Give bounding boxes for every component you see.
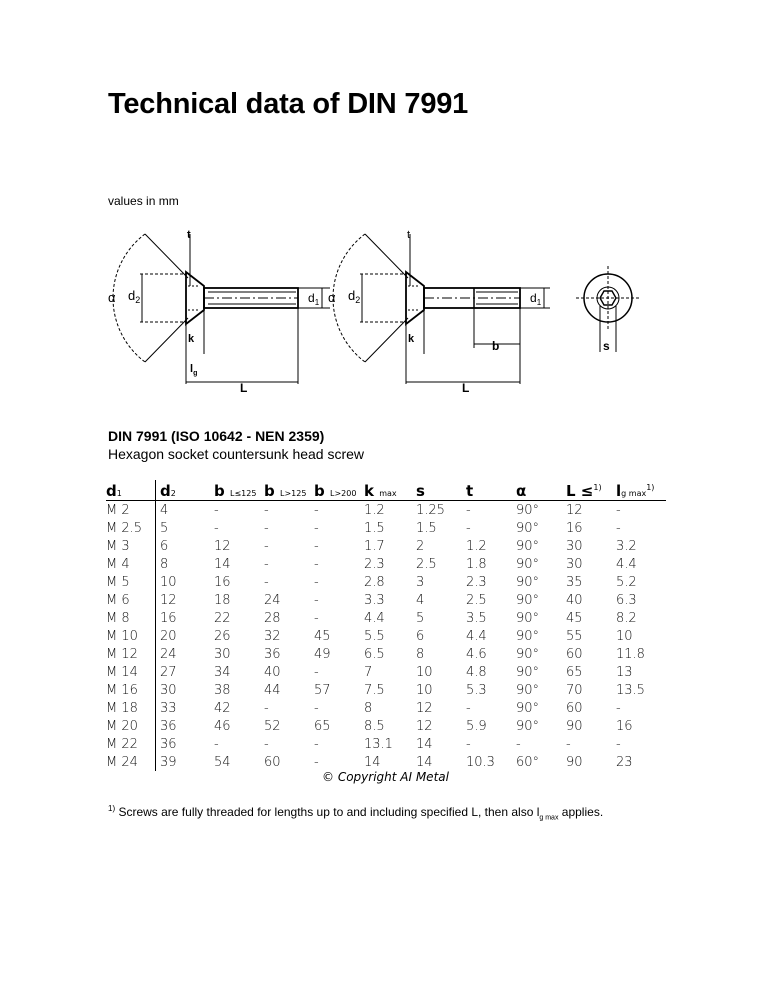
dimensions-table [106,480,666,771]
table-cell: - [264,556,269,572]
table-cell: 10 [616,628,633,644]
table-cell: - [466,736,471,752]
table-cell: 14 [416,736,433,752]
d2-label-middle: $d_2$ [348,288,361,305]
screw-drawing-middle [333,234,550,384]
table-row [106,717,666,735]
table-cell: 90° [516,538,540,554]
table-cell: 2.5 [466,592,487,608]
table-cell: 65 [314,718,331,734]
table-cell: - [466,502,471,518]
table-cell: 49 [314,646,331,662]
footnote-text-end: applies. [558,805,604,819]
b-label-middle: b [492,339,500,353]
table-cell: 32 [264,628,281,644]
table-cell: 27 [160,664,177,680]
table-cell: 65 [566,664,583,680]
table-cell: 90° [516,628,540,644]
table-cell: M 12 [106,645,156,663]
table-cell: 45 [314,628,331,644]
table-row [106,555,666,573]
table-cell: M 3 [106,537,156,555]
table-cell: 4 [160,502,169,518]
table-cell: 30 [214,646,231,662]
table-cell: M 5 [106,573,156,591]
table-cell: 6 [160,538,169,554]
table-cell: - [566,736,571,752]
table-row [106,681,666,699]
table-cell: 90° [516,592,540,608]
table-cell: 90° [516,574,540,590]
table-cell: 4.4 [466,628,487,644]
d1-label-left: $d_1$ [308,291,320,307]
table-cell: 5.3 [466,682,487,698]
table-row [106,753,666,771]
table-cell: 23 [616,754,633,770]
t-label-middle: t [407,229,411,241]
alpha-label-middle: α [328,290,336,305]
page-title: Technical data of DIN 7991 [108,88,469,120]
table-cell: 2.8 [364,574,385,590]
table-cell: 18 [214,592,231,608]
footnote-text: Screws are fully threaded for lengths up to and including specified L, then also l [115,805,540,819]
table-row [106,573,666,591]
table-cell: 6 [416,628,425,644]
units-note: values in mm [108,194,179,208]
table-cell: 16 [616,718,633,734]
d1-label-middle: $d_1$ [530,291,542,307]
table-cell: 8 [416,646,425,662]
table-cell: - [314,592,319,608]
table-cell: 60° [516,754,540,770]
table-cell: - [314,700,319,716]
table-cell: 44 [264,682,281,698]
table-cell: 4 [416,592,425,608]
table-cell: 2.5 [416,556,437,572]
table-cell: 8.2 [616,610,637,626]
table-cell: 12 [160,592,177,608]
table-cell: 1.8 [466,556,487,572]
table-cell: 3.5 [466,610,487,626]
table-cell: 35 [566,574,583,590]
table-cell: 10 [160,574,177,590]
table-cell: 60 [264,754,281,770]
table-cell: 14 [364,754,381,770]
table-cell: 2 [416,538,425,554]
table-cell: 3.3 [364,592,385,608]
table-cell: 28 [264,610,281,626]
header-alpha: α [516,480,566,501]
table-cell: - [314,502,319,518]
table-cell: - [314,610,319,626]
table-cell: 16 [566,520,583,536]
header-b-gt200: b L>200 [314,480,364,501]
table-cell: 39 [160,754,177,770]
t-label-left: t [187,229,191,241]
table-cell: 5 [416,610,425,626]
table-cell: 30 [566,538,583,554]
table-cell: 10 [416,682,433,698]
table-cell: 40 [566,592,583,608]
table-row [106,735,666,753]
table-cell: 26 [214,628,231,644]
table-cell: 14 [214,556,231,572]
table-cell: 11.8 [616,646,645,662]
table-cell: 90° [516,520,540,536]
table-cell: 13.5 [616,682,645,698]
table-cell: - [466,520,471,536]
table-cell: 5.9 [466,718,487,734]
table-cell: - [314,664,319,680]
screw-drawing-left [113,234,330,384]
copyright-note: © Copyright AI Metal [322,770,449,784]
table-cell: 4.8 [466,664,487,680]
table-cell: 90 [566,754,583,770]
table-cell: 70 [566,682,583,698]
table-cell: 36 [160,718,177,734]
table-cell: - [616,520,621,536]
table-cell: 90° [516,700,540,716]
table-cell: 3.2 [616,538,637,554]
table-cell: 5.2 [616,574,637,590]
table-cell: 12 [416,700,433,716]
table-cell: 90° [516,664,540,680]
k-label-middle: k [408,333,415,345]
table-cell: - [314,556,319,572]
table-cell: 90° [516,502,540,518]
d2-label-left: $d_2$ [128,288,141,305]
table-cell: - [616,700,621,716]
table-cell: M 10 [106,627,156,645]
table-cell: 14 [416,754,433,770]
table-cell: 57 [314,682,331,698]
table-cell: - [264,502,269,518]
table-cell: M 8 [106,609,156,627]
table-cell: 40 [264,664,281,680]
table-row [106,663,666,681]
table-cell: 13 [616,664,633,680]
table-cell: - [314,736,319,752]
table-cell: 33 [160,700,177,716]
table-cell: 45 [566,610,583,626]
table-cell: 16 [160,610,177,626]
table-cell: 4.6 [466,646,487,662]
table-cell: 8 [160,556,169,572]
table-cell: M 18 [106,699,156,717]
table-cell: - [264,700,269,716]
standard-title: DIN 7991 (ISO 10642 - NEN 2359) [108,428,325,444]
table-cell: - [466,700,471,716]
table-cell: 90° [516,718,540,734]
table-cell: 10 [416,664,433,680]
alpha-label-left: α [108,290,116,305]
table-cell: M 2 [106,501,156,520]
table-body [106,501,666,772]
footnote-subscript: g max [539,814,559,822]
table-cell: 20 [160,628,177,644]
table-cell: - [314,520,319,536]
table-cell: 90° [516,646,540,662]
table-cell: 10.3 [466,754,495,770]
L-label-middle: L [462,381,470,395]
table-cell: - [616,502,621,518]
table-cell: - [516,736,521,752]
table-cell: - [264,736,269,752]
table-row [106,519,666,537]
table-cell: 90° [516,682,540,698]
table-cell: 1.7 [364,538,385,554]
table-cell: - [314,754,319,770]
table-cell: 7 [364,664,373,680]
table-cell: 38 [214,682,231,698]
table-cell: 12 [566,502,583,518]
header-s: s [416,480,466,501]
table-cell: - [264,574,269,590]
table-cell: 8.5 [364,718,385,734]
k-label-left: k [188,333,195,345]
table-row [106,501,666,520]
table-row [106,645,666,663]
table-cell: 12 [214,538,231,554]
table-cell: 8 [364,700,373,716]
table-cell: - [214,736,219,752]
table-cell: 13.1 [364,736,393,752]
table-cell: 2.3 [364,556,385,572]
table-cell: 6.3 [616,592,637,608]
footnote-marker: 1) [108,804,116,813]
L-label-left: L [240,381,248,395]
table-cell: 30 [160,682,177,698]
table-cell: M 6 [106,591,156,609]
table-cell: 2.3 [466,574,487,590]
table-cell: - [264,538,269,554]
table-cell: 24 [264,592,281,608]
table-cell: 36 [264,646,281,662]
table-cell: 60 [566,646,583,662]
table-cell: 1.25 [416,502,445,518]
table-cell: 52 [264,718,281,734]
lg-label-left: $l_g$ [190,363,198,377]
table-cell: 1.5 [416,520,437,536]
table-cell: - [616,736,621,752]
table-cell: 22 [214,610,231,626]
table-cell: 5 [160,520,169,536]
table-cell: 6.5 [364,646,385,662]
header-d1: d1 [106,480,156,501]
table-row [106,609,666,627]
table-cell: 30 [566,556,583,572]
table-cell: M 14 [106,663,156,681]
table-cell: 1.2 [364,502,385,518]
table-cell: 12 [416,718,433,734]
standard-description: Hexagon socket countersunk head screw [108,446,365,462]
table-cell: M 22 [106,735,156,753]
header-t: t [466,480,516,501]
table-cell: M 24 [106,753,156,771]
table-cell: M 4 [106,555,156,573]
table-cell: 54 [214,754,231,770]
table-cell: 60 [566,700,583,716]
header-lg-max: lg max$^{1)}$ [616,480,666,501]
table-cell: 1.2 [466,538,487,554]
table-cell: 42 [214,700,231,716]
footnote [108,804,603,821]
table-cell: M 20 [106,717,156,735]
table-cell: - [214,520,219,536]
header-k-max: k max [364,480,416,501]
table-cell: 36 [160,736,177,752]
table-cell: 7.5 [364,682,385,698]
table-cell: 16 [214,574,231,590]
table-cell: M 2.5 [106,519,156,537]
table-cell: 46 [214,718,231,734]
table-row [106,537,666,555]
table-cell: - [314,574,319,590]
s-label: s [603,339,610,353]
table-row [106,627,666,645]
table-cell: 24 [160,646,177,662]
table-cell: - [314,538,319,554]
table-cell: 90° [516,610,540,626]
table-cell: 5.5 [364,628,385,644]
header-L: L ≤$^{1)}$ [566,480,616,501]
screw-technical-drawing [100,226,660,396]
table-cell: 4.4 [616,556,637,572]
table-cell: 1.5 [364,520,385,536]
table-cell: 55 [566,628,583,644]
table-row [106,591,666,609]
table-cell: 90° [516,556,540,572]
header-d2: d2 [156,480,215,501]
header-b-gt125: b L>125 [264,480,314,501]
table-cell: - [214,502,219,518]
table-cell: - [264,520,269,536]
table-row [106,699,666,717]
header-b-125: b L≤125 [214,480,264,501]
table-cell: 90 [566,718,583,734]
table-cell: M 16 [106,681,156,699]
table-cell: 4.4 [364,610,385,626]
table-header-row [106,480,666,501]
table-cell: 34 [214,664,231,680]
table-cell: 3 [416,574,425,590]
